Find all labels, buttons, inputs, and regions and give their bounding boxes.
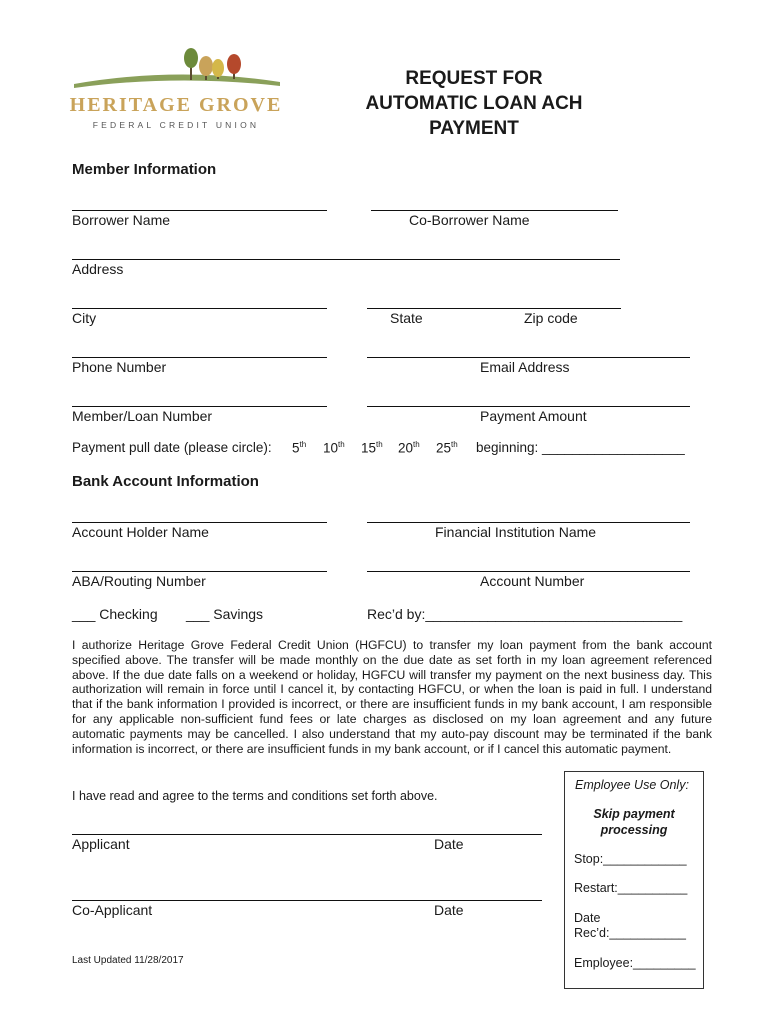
recd-by-field[interactable]: Rec’d by:_________________________________ [367, 606, 683, 622]
pull-date-label: Payment pull date (please circle): [72, 440, 272, 455]
title-line-2: AUTOMATIC LOAN ACH [365, 93, 583, 114]
co-applicant-date-label: Date [434, 902, 464, 918]
member-loan-number-label: Member/Loan Number [72, 408, 213, 424]
pull-date-5[interactable]: 5th [292, 440, 307, 456]
payment-amount-field[interactable] [367, 406, 690, 407]
member-loan-number-field[interactable] [72, 406, 327, 407]
borrower-name-label: Borrower Name [72, 212, 171, 228]
tree-logo-icon [66, 44, 286, 96]
address-field[interactable] [72, 259, 620, 260]
zip-label: Zip code [524, 310, 578, 326]
stop-field[interactable]: Stop:____________ [574, 852, 687, 866]
account-holder-field[interactable] [72, 522, 327, 523]
pull-date-20[interactable]: 20th [398, 440, 420, 456]
applicant-date-label: Date [434, 836, 464, 852]
phone-label: Phone Number [72, 359, 167, 375]
title-line-1: REQUEST FOR [405, 68, 543, 89]
state-zip-field[interactable] [367, 308, 621, 309]
restart-field[interactable]: Restart:__________ [574, 881, 688, 895]
employee-box-title: Employee Use Only: [575, 778, 689, 792]
beginning-date-field[interactable]: beginning: ___________________ [476, 440, 685, 455]
last-updated: Last Updated 11/28/2017 [72, 955, 184, 966]
skip-payment-heading [565, 806, 703, 838]
city-field[interactable] [72, 308, 327, 309]
logo-name: HERITAGE GROVE [69, 94, 283, 116]
co-borrower-name-label: Co-Borrower Name [409, 212, 530, 228]
savings-option[interactable]: ___ Savings [186, 606, 264, 622]
phone-field[interactable] [72, 357, 327, 358]
city-label: City [72, 310, 97, 326]
borrower-name-field[interactable] [72, 210, 327, 211]
email-field[interactable] [367, 357, 690, 358]
pull-date-25[interactable]: 25th [436, 440, 458, 456]
checking-option[interactable]: ___ Checking [72, 606, 158, 622]
co-applicant-label: Co-Applicant [72, 902, 153, 918]
applicant-label: Applicant [72, 836, 130, 852]
form-title [340, 66, 608, 141]
bank-info-heading: Bank Account Information [72, 473, 259, 490]
member-info-heading: Member Information [72, 161, 217, 178]
routing-label: ABA/Routing Number [72, 573, 206, 589]
authorization-text: I authorize Heritage Grove Federal Credit Union (HGFCU) to transfer my loan payment from the bank account specified above. The transfer will be made monthly on the due date as set forth in my loan agreement referenced above. If the due date falls on a weekend or holiday, HGFCU will transfer my payment on the next business day. This authorization will remain in force until I cancel it, by contacting HGFCU, or when the loan is paid in full. I understand that if the bank information I provided is incorrect, or there are insufficient funds in my bank account, I am responsible for any applicable non-sufficient fund fees or late charges as disclosed on my loan agreement and any future automatic payments may be cancelled. I also understand that my auto-pay discount may be terminated if the bank information is incorrect, or there are insufficient funds in my bank account, or if I cancel this automatic payment. [72, 638, 712, 756]
institution-label: Financial Institution Name [435, 524, 597, 540]
title-line-3: PAYMENT [429, 118, 519, 139]
logo-subtitle: FEDERAL CREDIT UNION [92, 120, 260, 130]
employee-use-box [564, 771, 704, 989]
skip-line-2: processing [600, 823, 668, 837]
payment-amount-label: Payment Amount [480, 408, 587, 424]
recd-field[interactable]: Rec’d:___________ [574, 926, 686, 940]
employee-field[interactable]: Employee:_________ [574, 956, 696, 970]
account-holder-label: Account Holder Name [72, 524, 209, 540]
address-label: Address [72, 261, 124, 277]
date-label: Date [574, 911, 601, 925]
routing-field[interactable] [72, 571, 327, 572]
institution-field[interactable] [367, 522, 690, 523]
agreement-text: I have read and agree to the terms and conditions set forth above. [72, 789, 438, 803]
state-label: State [390, 310, 423, 326]
applicant-signature-line[interactable] [72, 834, 542, 835]
account-number-field[interactable] [367, 571, 690, 572]
co-borrower-name-field[interactable] [371, 210, 618, 211]
account-number-label: Account Number [480, 573, 585, 589]
email-label: Email Address [480, 359, 570, 375]
pull-date-10[interactable]: 10th [323, 440, 345, 456]
co-applicant-signature-line[interactable] [72, 900, 542, 901]
skip-line-1: Skip payment [593, 807, 675, 821]
pull-date-15[interactable]: 15th [361, 440, 383, 456]
